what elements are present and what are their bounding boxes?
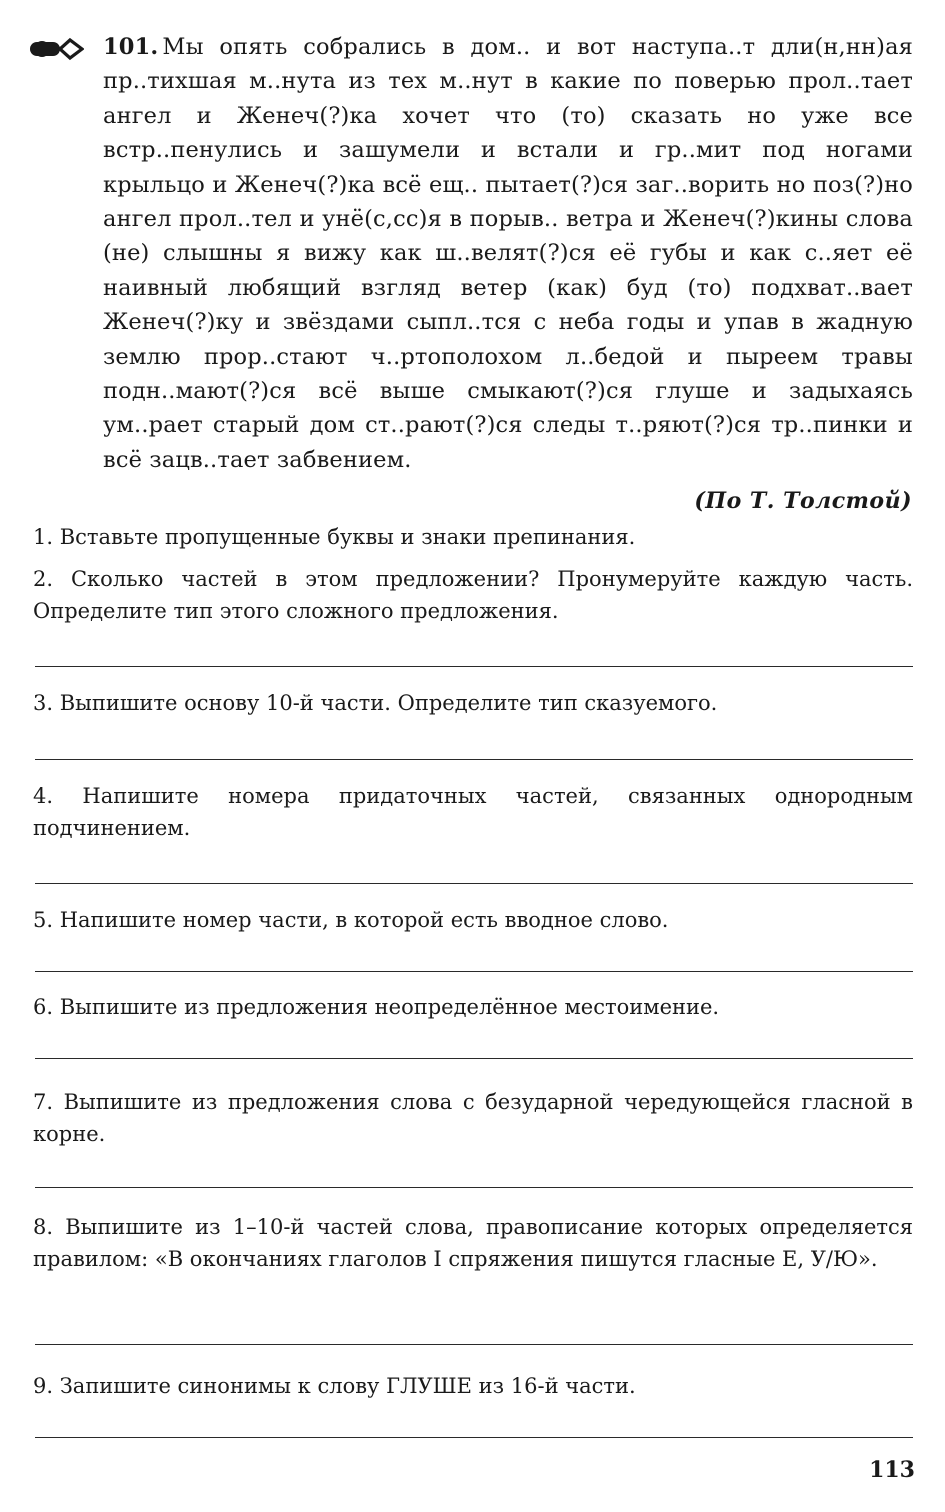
answer-line-9[interactable] (35, 1437, 913, 1438)
answer-line-7[interactable] (35, 1187, 913, 1188)
answer-line-5[interactable] (35, 971, 913, 972)
answer-line-8[interactable] (35, 1344, 913, 1345)
text-source: (По Т. Толстой) (694, 488, 912, 514)
task-1: 1. Вставьте пропущенные буквы и знаки препинания. (33, 525, 636, 549)
task-7: 7. Выпишите из предложения слова с безударной чередующейся гласной в корне. (33, 1090, 913, 1146)
exercise-marker-icon (28, 36, 84, 62)
task-4: 4. Напишите номера придаточных частей, связанных однородным подчинением. (33, 784, 913, 840)
exercise-text-block (103, 30, 913, 477)
answer-line-6[interactable] (35, 1058, 913, 1059)
exercise-number: 101. (103, 34, 159, 60)
task-3: 3. Выпишите основу 10-й части. Определите тип сказуемого. (33, 691, 718, 715)
page-number: 113 (869, 1457, 915, 1483)
task-8: 8. Выпишите из 1–10-й частей слова, правописание которых определяется правилом: «В окончаниях глаголов I спряжения пишутся гласные Е, У/Ю». (33, 1215, 913, 1271)
task-6: 6. Выпишите из предложения неопределённое местоимение. (33, 995, 720, 1019)
answer-line-2[interactable] (35, 666, 913, 667)
exercise-text: Мы опять собрались в дом.. и вот наступа..т дли(н,нн)ая пр..тихшая м..нута из тех м..нут в какие по поверью прол..тает ангел и Женеч(?)ка хочет что (то) сказать но уже все встр..пенулись и зашумели и встали и гр..мит под ногами крыльцо и Женеч(?)ка всё ещ.. пытает(?)ся заг..ворить но поз(?)но ангел прол..тел и унё(с,сс)я в порыв.. ветра и Женеч(?)кины слова (не) слышны я вижу как ш..велят(?)ся её губы и как с..яет её наивный любящий взгляд ветер (как) буд (то) подхват..вает Женеч(?)ку и звёздами сыпл..тся с неба годы и упав в жадную землю прор..стают ч..ртополохом л..бедой и пыреем травы подн..мают(?)ся всё выше смыкают(?)ся глуше и задыхаясь ум..рает старый дом ст..рают(?)ся следы т..ряют(?)ся тр..пинки и всё зацв..тает забвением. (103, 34, 913, 473)
task-2: 2. Сколько частей в этом предложении? Пронумеруйте каждую часть. Определите тип этого сложного предложения. (33, 567, 913, 623)
task-9: 9. Запишите синонимы к слову ГЛУШЕ из 16-й части. (33, 1374, 636, 1398)
answer-line-4[interactable] (35, 883, 913, 884)
answer-line-3[interactable] (35, 759, 913, 760)
task-5: 5. Напишите номер части, в которой есть вводное слово. (33, 908, 669, 932)
